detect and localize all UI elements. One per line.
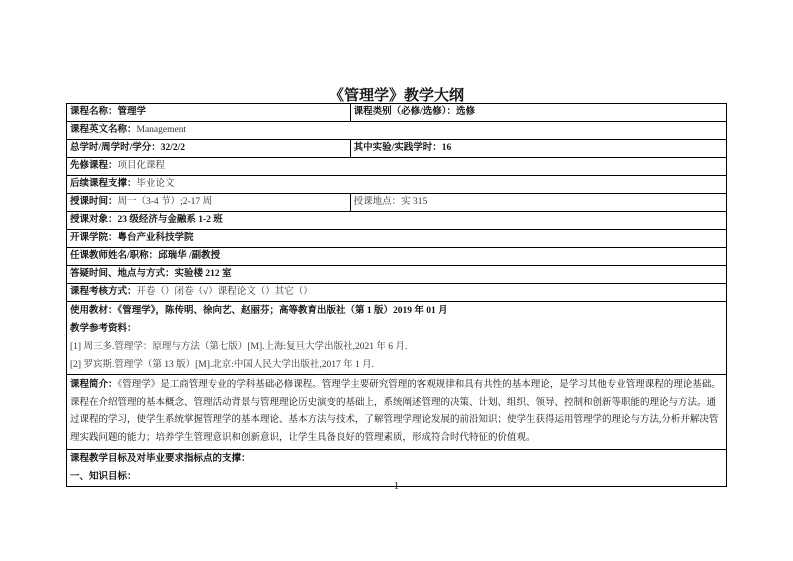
- english-name-cell: [67, 122, 727, 140]
- assessment-cell: [67, 284, 727, 302]
- table-row: [67, 104, 727, 122]
- field-label: 课程英文名称：: [70, 125, 137, 135]
- page-number: 1: [394, 481, 399, 492]
- field-value: 邱瑞华 /副教授: [158, 251, 221, 261]
- prereq-cell: [67, 158, 727, 176]
- field-value: 周一（3-4 节）;2-17 周: [117, 197, 212, 207]
- audience-cell: [67, 212, 727, 230]
- field-value: 开卷（）闭卷（√）课程论文（）其它（）: [136, 287, 313, 297]
- table-row: [67, 194, 727, 212]
- table-row: [67, 176, 727, 194]
- field-label: 课程考核方式：: [70, 287, 137, 297]
- field-label: 开课学院：: [70, 233, 118, 243]
- field-label: 使用教材：: [70, 306, 118, 316]
- table-row: [67, 266, 727, 284]
- knowledge-objectives-heading: 一、知识目标：: [70, 472, 137, 482]
- table-row: [67, 284, 727, 302]
- reference-item: [1] 周三多.管理学：原理与方法（第七版）[M].上海:复旦大学出版社,2021 年 6 月.: [70, 342, 408, 352]
- college-cell: [67, 230, 727, 248]
- field-label: 答疑时间、地点与方式：: [70, 269, 175, 279]
- table-row: [67, 140, 727, 158]
- field-value: 管理学: [117, 107, 147, 117]
- reference-item: [2] 罗宾斯.管理学（第 13 版）[M].北京:中国人民大学出版社,2017 年 1 月.: [70, 360, 374, 370]
- table-row: [67, 122, 727, 140]
- field-label: 课程简介：: [70, 380, 118, 390]
- field-value: 实验楼 212 室: [174, 269, 232, 279]
- course-name-cell: [67, 104, 351, 122]
- field-value: 23 级经济与金融系 1-2 班: [117, 215, 223, 225]
- field-value: 选修: [455, 107, 475, 117]
- field-value: 实 315: [401, 197, 428, 207]
- syllabus-table: [66, 103, 727, 487]
- table-row: [67, 248, 727, 266]
- teacher-cell: [67, 248, 727, 266]
- table-row: [67, 212, 727, 230]
- field-value: 《管理学》是工商管理专业的学科基础必修课程。管理学主要研究管理的客观规律和具有共性的基本理论，是学习其他专业管理课程的理论基础。课程在介绍管理的基本概念、管理活动背景与管理理论历史演变的基础上，系统阐述管理的决策、计划、组织、领导、控制和创新等职能的理论与方法。通过课程的学习，使学生系统掌握管理学的基本理论、基本方法与技术，了解管理学理论发展的前沿知识；使学生获得运用管理学的理论与方法,分析并解决管理实践问题的能力；培养学生管理意识和创新意识，让学生具备良好的管理素质，形成符合时代特征的价值观。: [70, 380, 721, 443]
- table-row: [67, 302, 727, 375]
- field-value: 项目化课程: [117, 161, 166, 171]
- field-value: 《管理学》，陈传明、徐向艺、赵丽芬；高等教育出版社（第 1 版）2019 年 01 月: [117, 306, 448, 316]
- table-row: [67, 375, 727, 450]
- field-label: 授课时间：: [70, 197, 118, 207]
- field-label: 其中实验/实践学时：: [353, 143, 442, 153]
- field-label: 任课教师姓名/职称：: [70, 251, 159, 261]
- lab-hours-cell: [350, 140, 726, 158]
- field-label: 课程类别（必修/选修）：: [353, 107, 456, 117]
- page-title: 《管理学》教学大纲: [328, 88, 464, 104]
- objectives-heading: 课程教学目标及对毕业要求指标点的支撑：: [70, 454, 251, 464]
- field-label: 先修课程：: [70, 161, 118, 171]
- field-value: 粤台产业科技学院: [117, 233, 194, 243]
- textbook-cell: [67, 302, 727, 375]
- field-label: 课程名称：: [70, 107, 118, 117]
- field-label: 授课对象：: [70, 215, 118, 225]
- field-label: 授课地点：: [353, 197, 402, 207]
- tutoring-cell: [67, 266, 727, 284]
- intro-cell: [67, 375, 727, 450]
- references-heading: 教学参考资料：: [70, 324, 137, 334]
- field-value: Management: [136, 125, 187, 135]
- hours-cell: [67, 140, 351, 158]
- field-value: 32/2/2: [160, 143, 186, 153]
- field-value: 毕业论文: [136, 179, 175, 189]
- field-value: 16: [441, 143, 452, 153]
- time-cell: [67, 194, 351, 212]
- table-row: [67, 230, 727, 248]
- followup-cell: [67, 176, 727, 194]
- table-row: [67, 158, 727, 176]
- course-type-cell: [350, 104, 726, 122]
- location-cell: [350, 194, 726, 212]
- field-label: 总学时/周学时/学分：: [70, 143, 161, 153]
- field-label: 后续课程支撑：: [70, 179, 137, 189]
